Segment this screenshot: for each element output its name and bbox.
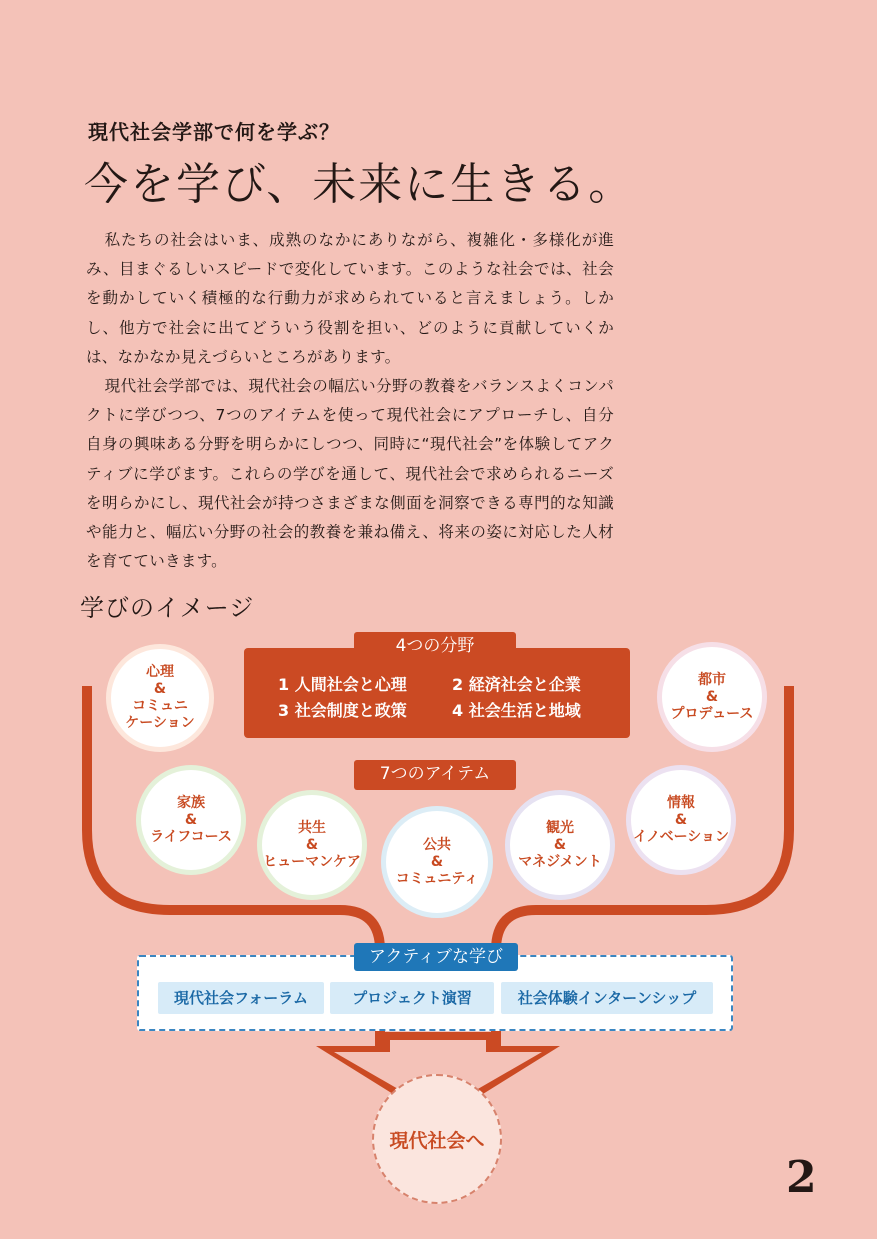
item-label: 公共 & コミュニティ [395,836,479,887]
intro-paragraph-1: 私たちの社会はいま、成熟のなかにありながら、複雑化・多様化が進み、目まぐるしいスピードで変化しています。このような社会では、社会を動かしていく積極的な行動力が求められていると言えましょう。しかし、他方で社会に出てどういう役割を担い、どのように貢献していくかは、なかなか見えづらいところがあります。 [86,231,614,366]
page-number: 2 [786,1152,817,1203]
intro-paragraph-2: 現代社会学部では、現代社会の幅広い分野の教養をバランスよくコンパクトに学びつつ、7つのアイテムを使って現代社会にアプローチし、自分自身の興味ある分野を明らかにしつつ、同時に“現代社会”を体験してアクティブに学びます。これらの学びを通して、現代社会で求められるニーズを明らかにし、現代社会が持つさまざまな側面を洞察できる専門的な知識や能力と、幅広い分野の社会的教養を兼ね備え、将来の姿に対応した人材を育てていきます。 [86,377,614,571]
field-4: 4 社会生活と地域 [452,701,581,720]
item-circle-tourism [505,790,615,900]
active-item-internship: 社会体験インターンシップ [501,982,713,1014]
item-label: 観光 & マネジメント [518,819,602,870]
item-label: 共生 & ヒューマンケア [263,819,361,870]
field-2: 2 経済社会と企業 [452,675,581,694]
field-3: 3 社会制度と政策 [278,701,407,720]
item-label: 心理 & コミュニ ケーション [125,664,195,731]
active-learning-label: アクティブな学び [354,943,518,971]
item-circle-public [381,806,493,918]
item-label: 家族 & ライフコース [150,794,232,845]
item-label: 情報 & イノベーション [632,794,730,845]
item-label: 都市 & プロデュース [670,671,754,722]
page-title: 今を学び、未来に生きる。 [84,159,635,210]
items-label: 7つのアイテム [354,760,516,790]
item-circle-family [136,765,246,875]
item-circle-information [626,765,736,875]
item-circle-urban [657,642,767,752]
active-item-forum: 現代社会フォーラム [158,982,324,1014]
fields-label: 4つの分野 [354,632,516,662]
item-circle-psychology [106,644,214,752]
goal-circle [372,1074,502,1204]
goal-label: 現代社会へ [389,1129,485,1152]
diagram-title: 学びのイメージ [80,594,255,622]
item-circle-coexistence [257,790,367,900]
active-item-project: プロジェクト演習 [330,982,494,1014]
field-1: 1 人間社会と心理 [278,675,407,694]
page-subtitle: 現代社会学部で何を学ぶ？ [88,120,340,144]
